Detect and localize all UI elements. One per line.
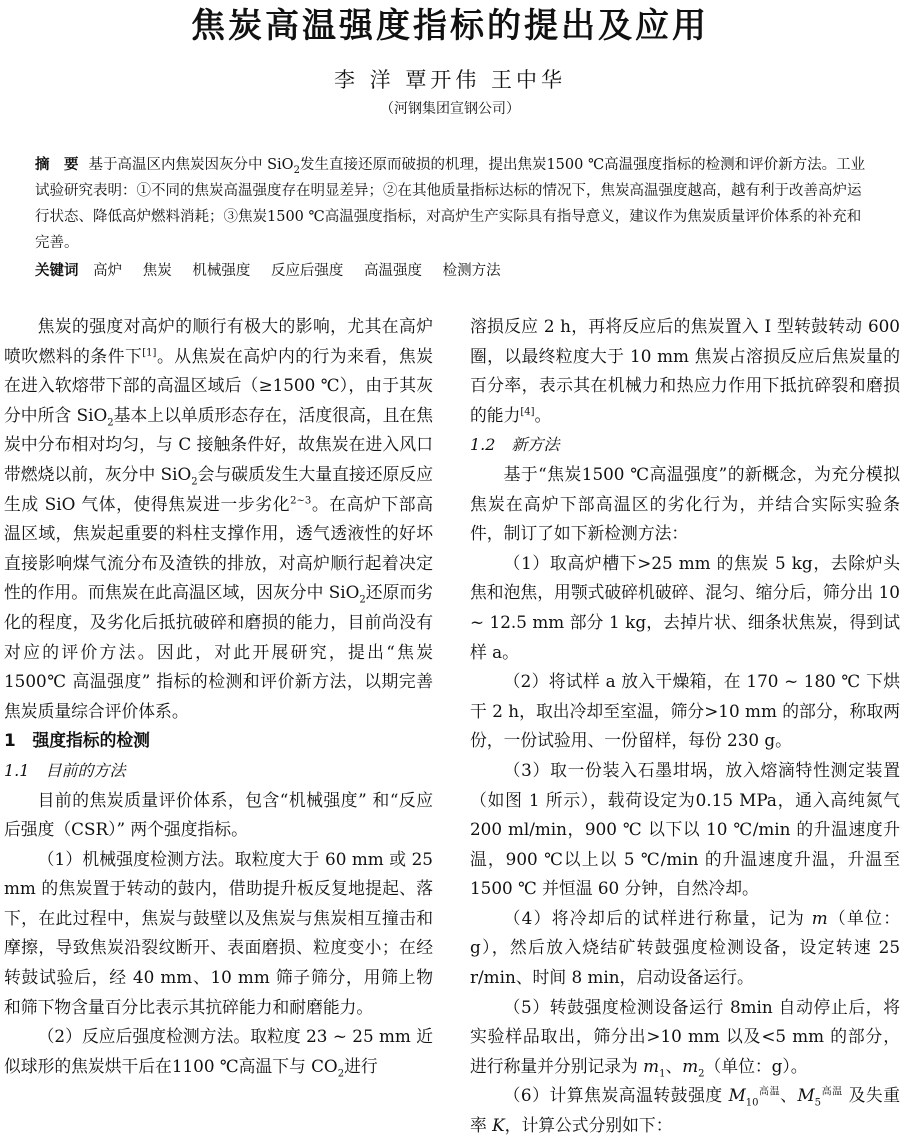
abstract-label: 摘 要	[35, 157, 79, 173]
body-paragraph: 目前的焦炭质量评价体系，包含“机械强度” 和“反应后强度（CSR）” 两个强度指标。	[4, 789, 433, 840]
section-heading: 1 强度指标的检测	[4, 730, 150, 751]
paper-title: 焦炭高温强度指标的提出及应用	[191, 6, 709, 46]
left-column	[4, 312, 433, 1081]
body-paragraph: （1）取高炉槽下>25 mm 的焦炭 5 kg，去除炉头焦和泡焦，用颚式破碎机破碎、混匀、缩分后，筛分出 10 ~ 12.5 mm 部分 1 kg，去掉片状、细条状焦炭，得到试样 a。	[470, 552, 900, 662]
intro-paragraph: 焦炭的强度对高炉的顺行有极大的影响，尤其在高炉喷吹燃料的条件下[1]。从焦炭在高炉内的行为来看，焦炭在进入软熔带下部的高温区域后（≥1500 ℃），由于其灰分中所含 SiO$_2$基本上以单质形态存在，活度很高，且在焦炭中分布相对均匀，与 C 接触条件好，故焦炭在进入风口带燃烧以前，灰分中 SiO$_2$会与碳质发生大量直接还原反应生成 SiO 气体，使得焦炭进一步劣化$^{2\sim 3}$。在高炉下部高温区域，焦炭起重要的料柱支撑作用，透气透液性的好坏直接影响煤气流分布及渣铁的排放，对高炉顺行起着决定性的作用。而焦炭在此高温区域，因灰分中 SiO$_2$还原而劣化的程度，及劣化后抵抗破碎和磨损的能力，目前尚没有对应的评价方法。因此，对此开展研究，提出“焦炭 1500℃ 高温强度” 指标的检测和评价新方法，以期完善焦炭质量综合评价体系。	[4, 316, 433, 721]
body-paragraph: （6）计算焦炭高温转鼓强度 $M_{10}^{高温}$、$M_5^{高温}$ 及失重率 K，计算公式分别如下：	[470, 1085, 900, 1136]
subsection-heading: 1.1 目前的方法	[4, 760, 126, 780]
affiliation: （河钢集团宣钢公司）	[380, 101, 520, 117]
keywords-label: 关键词	[35, 263, 79, 279]
keyword: 高温强度	[364, 263, 423, 279]
keyword: 机械强度	[192, 263, 251, 279]
keywords	[35, 258, 867, 284]
abstract	[35, 152, 867, 256]
keyword: 高炉	[93, 263, 123, 279]
abstract-text-1: 基于高温区内焦炭因灰分中 SiO	[88, 157, 294, 173]
subsection-heading: 1.2 新方法	[470, 435, 560, 455]
body-paragraph: （2）将试样 a 放入干燥箱，在 170 ~ 180 ℃ 下烘干 2 h，取出冷却至室温，筛分>10 mm 的部分，称取两份，一份试验用、一份留样，每份 230 g。	[470, 671, 900, 751]
right-column	[470, 312, 900, 1141]
keyword: 反应后强度	[270, 263, 344, 279]
body-paragraph: 基于“焦炭1500 ℃高温强度”的新概念，为充分模拟焦炭在高炉下部高温区的劣化行为，并结合实际实验条件，制订了如下新检测方法：	[470, 463, 900, 544]
citation: [4]	[520, 406, 535, 418]
body-paragraph: （5）转鼓强度检测设备运行 8min 自动停止后，将实验样品取出，筛分出>10 mm 以及<5 mm 的部分，进行称量并分别记录为 $m_1$、$m_2$（单位：g）。	[470, 996, 900, 1080]
citation: 2~3	[290, 494, 312, 506]
author-list: 李 洋 覃开伟 王中华	[333, 68, 567, 92]
body-paragraph: （4）将冷却后的试样进行称量，记为 m（单位：g），然后放入烧结矿转鼓强度检测设备，设定转速 25 r/min、时间 8 min，启动设备运行。	[470, 907, 900, 988]
body-paragraph: （2）反应后强度检测方法。取粒度 23 ~ 25 mm 近似球形的焦炭烘干后在1100 ℃高温下与 $CO_2$进行	[4, 1026, 433, 1080]
abstract-sub: 2	[293, 164, 300, 176]
keyword: 焦炭	[142, 263, 172, 279]
citation: [1]	[142, 347, 157, 358]
body-paragraph: （3）取一份装入石墨坩埚，放入熔滴特性测定装置（如图 1 所示），载荷设定为0.15 MPa，通入高纯氮气 200 ml/min，900 ℃ 以下以 10 ℃/min 的升温速度升温，900 ℃以上以 5 ℃/min 的升温速度升温，升温至1500 ℃ 并恒温 60 分钟，自然冷却。	[470, 759, 900, 899]
body-paragraph: （1）机械强度检测方法。取粒度大于 60 mm 或 25 mm 的焦炭置于转动的鼓内，借助提升板反复地提起、落下，在此过程中，焦炭与鼓壁以及焦炭与焦炭相互撞击和摩擦，导致焦炭沿裂纹断开、表面磨损、粒度变小；在经转鼓试验后，经 40 mm、10 mm 筛子筛分，用筛上物和筛下物含量百分比表示其抗碎能力和耐磨能力。	[4, 848, 433, 1017]
keyword: 检测方法	[442, 263, 501, 279]
body-paragraph: 溶损反应 2 h，再将反应后的焦炭置入 Ⅰ 型转鼓转动 600 圈，以最终粒度大于 10 mm 焦炭占溶损反应后焦炭量的百分率，表示其在机械力和热应力作用下抵抗碎裂和磨损的能力[4]。	[470, 316, 900, 425]
abstract-text-2: 发生直接还原而破损的机理，提出焦炭1500 ℃高温强度指标的检测和评价新方法。工业试验研究表明：①不同的焦炭高温强度存在明显差异；②在其他质量指标达标的情况下，焦炭高温强度越高，越有利于改善高炉运行状态、降低高炉燃料消耗；③焦炭1500 ℃高温强度指标，对高炉生产实际具有指导意义，建议作为焦炭质量评价体系的补充和完善。	[35, 157, 866, 251]
